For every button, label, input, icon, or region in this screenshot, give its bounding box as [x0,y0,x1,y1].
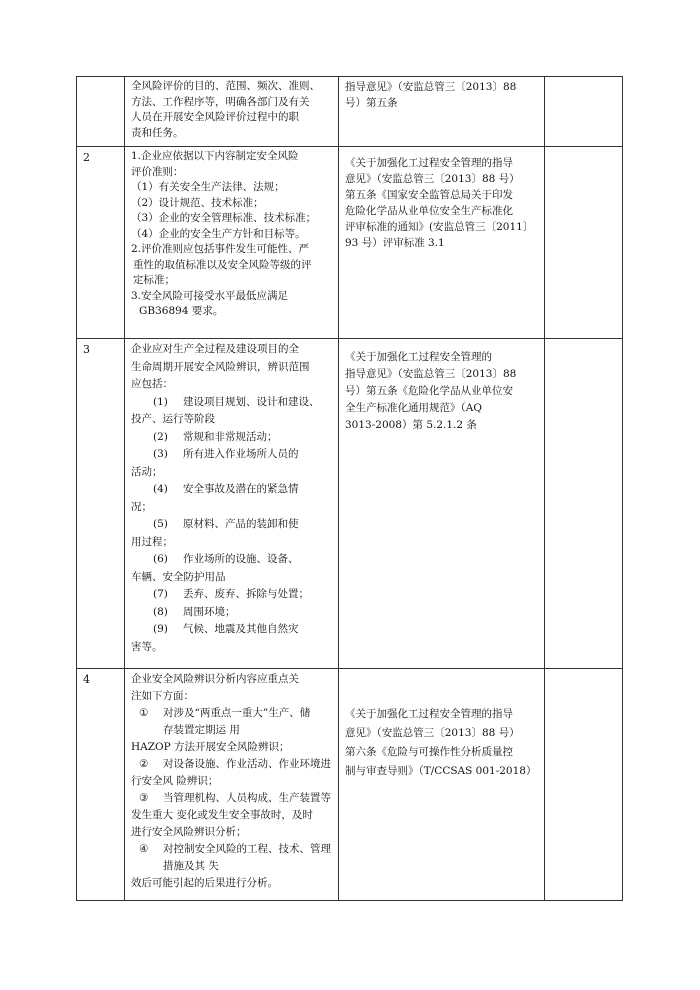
basis-line: 全生产标准化通用规范》（AQ [345,402,482,414]
basis-line: 意见》（安监总管三〔2013〕88 号） [345,173,520,185]
basis-line: 《关于加强化工过程安全管理的指导 [345,708,513,720]
list-item-line: 措施及其 失 [163,860,219,872]
basis-line: 第五条《国家安全监管总局关于印发 [345,189,513,201]
requirement-line: 评价准则： [131,165,184,178]
requirement-line: （4）企业的安全生产方针和目标等。 [131,227,306,240]
basis-line: 93 号）评审标准 3.1 [345,237,445,249]
requirement-line: GB36894 要求。 [139,305,224,317]
basis-line: 危险化学品从业单位安全生产标准化 [345,205,513,217]
basis-line: 《关于加强化工过程安全管理的指导 [345,157,513,169]
requirement-cell [125,339,339,669]
basis-line: 指导意见》（安监总管三〔2013〕88 [345,81,517,93]
row-number [77,77,125,147]
requirement-line: 企业安全风险辨识分析内容应重点关 [131,673,299,685]
list-item-continuation: 效后可能引起的后果进行分析。 [131,877,278,889]
basis-line: 制与审查导则》（T/CCSAS 001-2018） [345,765,537,777]
basis-line: 评审标准的通知》(安监总管三〔2011〕 [345,221,534,233]
row-number: 2 [77,147,125,339]
remarks-cell [545,339,623,669]
basis-line: 指导意见》（安监总管三〔2013〕88 [345,368,517,380]
basis-line: 号）第五条《危险化学品从业单位安 [345,385,513,397]
list-item-continuation: 况； [131,500,152,513]
requirement-line: （2）设计规范、技术标准； [131,196,264,209]
list-item-continuation: 发生重大 变化或发生安全事故时，及时 [131,809,313,821]
requirement-line: 方法、工作程序等，明确各部门及有关 [131,95,310,108]
basis-line: 意见》（安监总管三〔2013〕88 号） [345,727,520,739]
row-number: 3 [77,339,125,669]
requirement-line: 2.评价准则应包括事件发生可能性、严 [131,243,310,255]
basis-line: 《关于加强化工过程安全管理的 [345,351,492,363]
requirement-line: 生命周期开展安全风险辨识，辨识范围 [131,360,310,373]
basis-line: 号）第五条 [345,97,398,109]
list-item-continuation: 进行安全风险辨识分析； [131,826,247,838]
list-item-line: 存装置定期运 用 [163,724,240,736]
list-item: ④ 对控制安全风险的工程、技术、管理 [139,843,331,855]
table-row [77,147,623,339]
requirement-line: 应包括： [131,378,173,390]
row-number: 4 [77,669,125,901]
list-item-continuation: 行安全风 险辨识； [131,775,219,787]
basis-cell [339,77,545,147]
requirement-line: 定标准； [133,274,175,286]
list-item: (8) 周围环境； [153,605,236,618]
list-item-continuation: 用过程； [131,535,173,548]
list-item: ① 对涉及“两重点一重大”生产、储 [139,707,311,719]
requirement-line: 重性的取值标准以及安全风险等级的评 [133,258,312,271]
list-item: (9) 气候、地震及其他自然灾 [153,623,299,635]
basis-cell [339,669,545,901]
list-item-continuation: 活动； [131,465,163,478]
requirement-cell [125,669,339,901]
remarks-cell [545,147,623,339]
table-row [77,669,623,901]
basis-cell [339,147,545,339]
requirement-cell [125,77,339,147]
remarks-cell [545,669,623,901]
list-item: (6) 作业场所的设施、设备、 [153,553,299,565]
requirement-line: 人员在开展安全风险评价过程中的职 [131,111,299,123]
list-item: (7) 丢弃、废弃、拆除与处置； [153,588,309,600]
table-row [77,77,623,147]
requirement-line: 责和任务。 [131,126,184,139]
requirement-line: 注如下方面： [131,690,194,702]
list-item: (1) 建设项目规划、设计和建设、 [153,395,320,408]
basis-cell [339,339,545,669]
requirement-line: 企业应对生产全过程及建设项目的全 [131,343,299,355]
requirement-line: （3）企业的安全管理标准、技术标准； [131,212,317,224]
table-row [77,339,623,669]
list-item: ② 对设备设施、作业活动、作业环境进 [139,758,331,770]
basis-line: 第六条《危险与可操作性分析质量控 [345,746,513,758]
list-item: ③ 当管理机构、人员构成、生产装置等 [139,792,331,804]
list-item-continuation: 害等。 [131,640,163,653]
list-item-continuation: HAZOP 方法开展安全风险辨识； [131,741,290,753]
requirement-line: 3.安全风险可接受水平最低应满足 [131,289,289,302]
list-item-continuation: 车辆、安全防护用品 [131,570,226,583]
remarks-cell [545,77,623,147]
requirement-line: （1）有关安全生产法律、法规； [131,181,285,193]
requirement-line: 全风险评价的目的、范围、频次、准则、 [131,80,320,92]
list-item: (3) 所有进入作业场所人员的 [153,448,299,460]
list-item: (2) 常规和非常规活动； [153,430,278,443]
list-item: (4) 安全事故及潜在的紧急情 [153,483,299,495]
basis-line: 3013-2008）第 5.2.1.2 条 [345,419,477,431]
list-item: (5) 原材料、产品的装卸和使 [153,518,299,530]
requirement-cell [125,147,339,339]
list-item-continuation: 投产、运行等阶段 [131,413,215,425]
requirement-line: 1.企业应依据以下内容制定安全风险 [131,150,299,162]
requirements-table [76,76,623,901]
